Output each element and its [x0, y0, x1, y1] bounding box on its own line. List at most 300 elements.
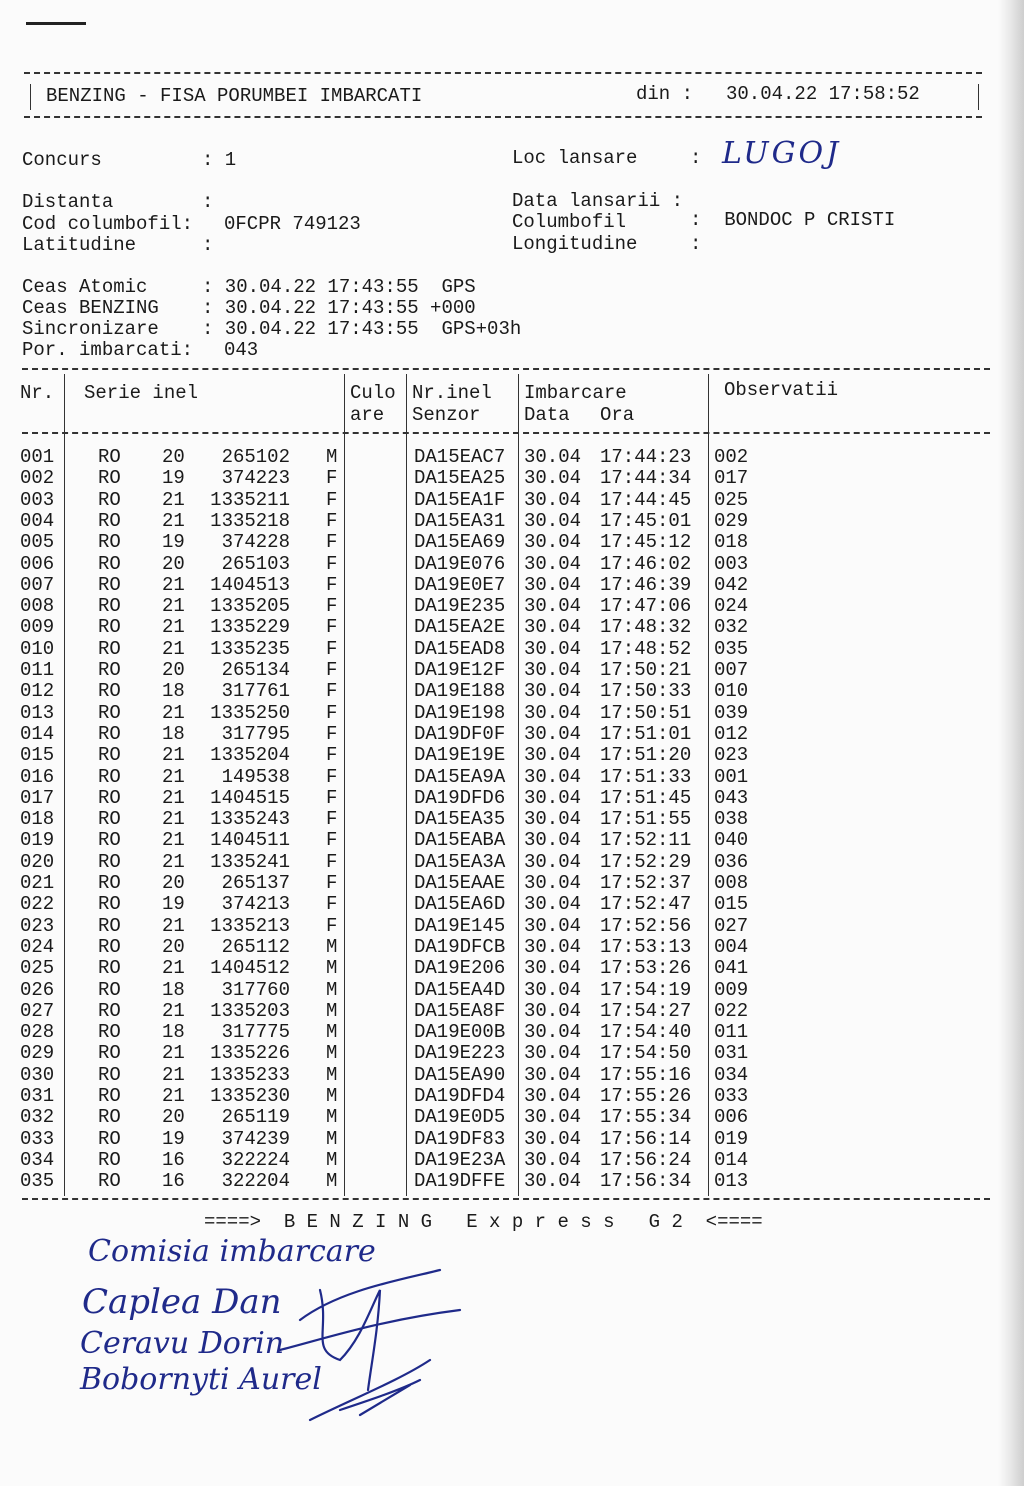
cell-an: 18 [162, 1021, 185, 1044]
cell-tara: RO [98, 509, 121, 532]
cell-senzor: DA15EAD8 [414, 637, 506, 660]
cell-nr: 029 [20, 1042, 55, 1065]
cell-nr: 032 [20, 1106, 55, 1129]
cell-obs: 019 [714, 1127, 749, 1150]
cell-sex: M [326, 999, 338, 1022]
concurs-value: : 1 [202, 149, 237, 171]
distanta-label: Distanta [22, 191, 114, 213]
cell-nr-inel: 265137 [221, 872, 290, 894]
cell-sex: F [326, 914, 338, 937]
cell-an: 20 [162, 446, 185, 468]
cell-ora: 17:51:55 [600, 808, 692, 831]
cell-nr: 008 [20, 595, 55, 618]
cell-obs: 001 [714, 765, 749, 788]
table-row [0, 916, 1024, 937]
cell-nr-inel: 322204 [221, 1170, 290, 1193]
cell-sex: M [326, 1148, 338, 1171]
cell-obs: 040 [714, 829, 749, 852]
cell-sex: F [326, 680, 338, 703]
cell-nr: 022 [20, 893, 55, 916]
cell-ora: 17:52:29 [600, 850, 692, 873]
cell-data: 30.04 [524, 488, 582, 511]
cell-an: 21 [162, 616, 185, 639]
cell-tara: RO [98, 573, 121, 596]
cell-nr: 020 [20, 850, 55, 873]
cell-tara: RO [98, 595, 121, 618]
cell-sex: F [326, 786, 338, 809]
cell-nr: 003 [20, 488, 55, 511]
table-row [0, 681, 1024, 702]
cell-data: 30.04 [524, 1021, 582, 1044]
cell-sex: F [326, 552, 338, 575]
sincronizare-label: Sincronizare [22, 318, 159, 340]
col-header-imbarcare: Imbarcare [524, 382, 627, 404]
cell-senzor: DA15EA4D [414, 978, 506, 1001]
cell-tara: RO [98, 999, 121, 1022]
table-row [0, 873, 1024, 894]
header-title: BENZING - FISA PORUMBEI IMBARCATI [46, 85, 423, 107]
cell-an: 20 [162, 659, 185, 681]
cell-nr-inel: 374213 [221, 893, 290, 916]
cell-data: 30.04 [524, 935, 582, 958]
cell-data: 30.04 [524, 573, 582, 596]
table-row [0, 1129, 1024, 1150]
cell-tara: RO [98, 488, 121, 511]
cell-nr: 028 [20, 1021, 55, 1044]
cell-data: 30.04 [524, 1042, 582, 1065]
cell-nr-inel: 1335230 [210, 1085, 290, 1107]
handwriting-name-2: Ceravu Dorin [80, 1326, 285, 1361]
cell-tara: RO [98, 744, 121, 767]
columbofil-value: : BONDOC P CRISTI [690, 209, 896, 231]
table-row [0, 980, 1024, 1001]
cell-an: 21 [162, 765, 185, 788]
cell-ora: 17:46:39 [600, 573, 692, 596]
cell-data: 30.04 [524, 786, 582, 809]
cell-data: 30.04 [524, 872, 582, 894]
table-row [0, 596, 1024, 617]
cell-senzor: DA19DFD6 [414, 786, 506, 809]
cell-ora: 17:55:16 [600, 1063, 692, 1086]
signature-scribble-icon [260, 1250, 480, 1430]
cell-senzor: DA19E076 [414, 552, 506, 575]
cell-an: 19 [162, 893, 185, 916]
table-row [0, 809, 1024, 830]
cell-obs: 013 [714, 1170, 749, 1193]
cell-ora: 17:54:50 [600, 1042, 692, 1065]
cell-tara: RO [98, 616, 121, 639]
cell-ora: 17:50:51 [600, 701, 692, 724]
cell-data: 30.04 [524, 595, 582, 618]
cell-sex: M [326, 1170, 338, 1193]
cell-an: 21 [162, 509, 185, 532]
cell-sex: F [326, 808, 338, 831]
cell-an: 19 [162, 467, 185, 490]
col-header-nr: Nr. [20, 382, 55, 404]
cell-nr-inel: 1335235 [210, 637, 290, 660]
cell-ora: 17:52:11 [600, 829, 692, 852]
cell-data: 30.04 [524, 531, 582, 554]
cell-ora: 17:54:19 [600, 978, 692, 1001]
cell-obs: 034 [714, 1063, 749, 1086]
cod-columbofil-label: Cod columbofil: [22, 213, 194, 235]
cell-senzor: DA19E00B [414, 1021, 506, 1044]
cell-nr: 023 [20, 914, 55, 937]
cell-an: 21 [162, 957, 185, 980]
cell-senzor: DA15EAC7 [414, 446, 506, 468]
cell-an: 21 [162, 701, 185, 724]
cell-ora: 17:51:45 [600, 786, 692, 809]
cell-nr-inel: 265112 [221, 935, 290, 958]
cell-nr-inel: 1404511 [210, 829, 290, 852]
cell-ora: 17:53:13 [600, 935, 692, 958]
cell-obs: 039 [714, 701, 749, 724]
cell-nr: 026 [20, 978, 55, 1001]
cell-an: 20 [162, 935, 185, 958]
cell-obs: 035 [714, 637, 749, 660]
cell-sex: F [326, 722, 338, 745]
distanta-value: : [202, 191, 214, 213]
table-row [0, 447, 1024, 468]
table-row [0, 1150, 1024, 1171]
table-row [0, 788, 1024, 809]
cell-sex: F [326, 509, 338, 532]
cell-obs: 032 [714, 616, 749, 639]
cell-obs: 008 [714, 872, 749, 894]
cell-data: 30.04 [524, 509, 582, 532]
latitudine-value: : [202, 234, 214, 256]
header-left-border [30, 84, 31, 110]
col-header-obs: Observatii [724, 379, 839, 401]
cell-obs: 017 [714, 467, 749, 490]
cell-ora: 17:50:21 [600, 659, 692, 681]
cell-ora: 17:44:45 [600, 488, 692, 511]
cell-ora: 17:45:01 [600, 509, 692, 532]
loc-lansare-label: Loc lansare [512, 147, 638, 169]
cell-an: 21 [162, 637, 185, 660]
col-header-are: are [350, 404, 385, 426]
cell-obs: 009 [714, 978, 749, 1001]
header-din-label: din : [636, 83, 694, 105]
cell-nr: 012 [20, 680, 55, 703]
cell-tara: RO [98, 850, 121, 873]
cell-tara: RO [98, 808, 121, 831]
cell-nr-inel: 1335218 [210, 509, 290, 532]
cell-senzor: DA19DFD4 [414, 1085, 506, 1107]
cell-an: 19 [162, 531, 185, 554]
cell-nr: 009 [20, 616, 55, 639]
cell-obs: 022 [714, 999, 749, 1022]
table-row [0, 852, 1024, 873]
col-header-data: Data [524, 404, 570, 426]
cell-obs: 031 [714, 1042, 749, 1065]
cell-sex: F [326, 850, 338, 873]
cell-obs: 003 [714, 552, 749, 575]
cell-ora: 17:48:52 [600, 637, 692, 660]
cell-ora: 17:51:20 [600, 744, 692, 767]
cell-senzor: DA19DFFE [414, 1170, 506, 1193]
table-row [0, 511, 1024, 532]
cell-an: 20 [162, 872, 185, 894]
cell-ora: 17:50:33 [600, 680, 692, 703]
cell-tara: RO [98, 829, 121, 852]
cell-sex: M [326, 1106, 338, 1129]
cell-data: 30.04 [524, 957, 582, 980]
top-mark [26, 22, 86, 25]
cell-tara: RO [98, 637, 121, 660]
col-header-culo: Culo [350, 382, 396, 404]
por-imbarcati-value: 043 [224, 339, 259, 361]
cell-sex: M [326, 446, 338, 468]
handwriting-name-1: Caplea Dan [82, 1282, 282, 1322]
cell-an: 21 [162, 1063, 185, 1086]
table-row [0, 894, 1024, 915]
cell-an: 21 [162, 744, 185, 767]
cell-obs: 004 [714, 935, 749, 958]
cell-nr: 025 [20, 957, 55, 980]
cell-an: 21 [162, 914, 185, 937]
table-row [0, 575, 1024, 596]
cell-senzor: DA19DF0F [414, 722, 506, 745]
cell-senzor: DA15EA2E [414, 616, 506, 639]
cell-sex: F [326, 701, 338, 724]
header-bottom-border [24, 116, 982, 118]
table-row [0, 937, 1024, 958]
cell-senzor: DA15EAAE [414, 872, 506, 894]
table-row [0, 639, 1024, 660]
cell-nr-inel: 265102 [221, 446, 290, 468]
cell-obs: 043 [714, 786, 749, 809]
cell-obs: 027 [714, 914, 749, 937]
cell-nr: 006 [20, 552, 55, 575]
table-row [0, 1086, 1024, 1107]
cell-tara: RO [98, 765, 121, 788]
cell-nr-inel: 1335229 [210, 616, 290, 639]
cell-obs: 002 [714, 446, 749, 468]
cell-data: 30.04 [524, 765, 582, 788]
cell-obs: 023 [714, 744, 749, 767]
cell-obs: 006 [714, 1106, 749, 1129]
cell-ora: 17:51:33 [600, 765, 692, 788]
cell-sex: F [326, 829, 338, 852]
cell-data: 30.04 [524, 850, 582, 873]
cell-an: 18 [162, 722, 185, 745]
cell-obs: 018 [714, 531, 749, 554]
cell-nr: 021 [20, 872, 55, 894]
cell-data: 30.04 [524, 680, 582, 703]
cell-an: 18 [162, 680, 185, 703]
cell-sex: F [326, 573, 338, 596]
cell-tara: RO [98, 680, 121, 703]
table-row [0, 745, 1024, 766]
table-row [0, 1022, 1024, 1043]
cell-nr-inel: 265134 [221, 659, 290, 681]
cell-nr-inel: 1335250 [210, 701, 290, 724]
cell-data: 30.04 [524, 446, 582, 468]
cell-senzor: DA19DF83 [414, 1127, 506, 1150]
cell-senzor: DA15EA8F [414, 999, 506, 1022]
ceas-atomic-value: : 30.04.22 17:43:55 GPS [202, 276, 476, 298]
cell-tara: RO [98, 957, 121, 980]
cell-ora: 17:46:02 [600, 552, 692, 575]
cell-data: 30.04 [524, 467, 582, 490]
cell-tara: RO [98, 1148, 121, 1171]
cell-nr: 005 [20, 531, 55, 554]
cell-tara: RO [98, 722, 121, 745]
cell-nr-inel: 1335205 [210, 595, 290, 618]
concurs-label: Concurs [22, 149, 102, 171]
cell-ora: 17:56:24 [600, 1148, 692, 1171]
cell-tara: RO [98, 1021, 121, 1044]
cell-tara: RO [98, 786, 121, 809]
cell-tara: RO [98, 935, 121, 958]
table-row [0, 767, 1024, 788]
cell-senzor: DA15EA9A [414, 765, 506, 788]
cell-sex: M [326, 1085, 338, 1107]
table-row [0, 703, 1024, 724]
cell-ora: 17:54:40 [600, 1021, 692, 1044]
cell-sex: M [326, 1042, 338, 1065]
cell-obs: 029 [714, 509, 749, 532]
cell-nr-inel: 1335213 [210, 914, 290, 937]
cell-tara: RO [98, 1063, 121, 1086]
cell-data: 30.04 [524, 829, 582, 852]
table-row [0, 1171, 1024, 1192]
cell-nr: 034 [20, 1148, 55, 1171]
cell-nr-inel: 1335211 [210, 488, 290, 511]
cell-data: 30.04 [524, 701, 582, 724]
table-row [0, 724, 1024, 745]
table-row [0, 1107, 1024, 1128]
longitudine-value: : [690, 233, 702, 255]
cell-nr-inel: 1404515 [210, 786, 290, 809]
cell-senzor: DA15EA6D [414, 893, 506, 916]
ceas-benzing-value: : 30.04.22 17:43:55 +000 [202, 297, 476, 319]
cell-nr-inel: 317775 [221, 1021, 290, 1044]
cell-ora: 17:55:34 [600, 1106, 692, 1129]
cell-obs: 042 [714, 573, 749, 596]
cell-an: 16 [162, 1148, 185, 1171]
cell-obs: 025 [714, 488, 749, 511]
cell-nr: 013 [20, 701, 55, 724]
cell-sex: F [326, 467, 338, 490]
cell-tara: RO [98, 467, 121, 490]
cell-nr: 019 [20, 829, 55, 852]
cell-tara: RO [98, 1085, 121, 1107]
cell-data: 30.04 [524, 637, 582, 660]
col-header-serie: Serie inel [84, 382, 199, 404]
table-row [0, 660, 1024, 681]
cell-ora: 17:44:34 [600, 467, 692, 490]
cell-tara: RO [98, 893, 121, 916]
cell-senzor: DA15EA1F [414, 488, 506, 511]
cell-nr-inel: 149538 [221, 765, 290, 788]
cell-ora: 17:44:23 [600, 446, 692, 468]
cell-sex: F [326, 872, 338, 894]
cell-nr-inel: 317761 [221, 680, 290, 703]
cell-senzor: DA15EA31 [414, 509, 506, 532]
longitudine-label: Longitudine [512, 233, 638, 255]
cell-senzor: DA15EA25 [414, 467, 506, 490]
cell-ora: 17:52:56 [600, 914, 692, 937]
cell-senzor: DA19E223 [414, 1042, 506, 1065]
cell-obs: 011 [714, 1021, 749, 1044]
table-header-bottom-border [22, 432, 990, 434]
cell-ora: 17:48:32 [600, 616, 692, 639]
cell-sex: F [326, 893, 338, 916]
cell-obs: 038 [714, 808, 749, 831]
header-din-value: 30.04.22 17:58:52 [726, 83, 920, 105]
cell-senzor: DA19E23A [414, 1148, 506, 1171]
por-imbarcati-label: Por. imbarcati: [22, 339, 194, 361]
cell-data: 30.04 [524, 1170, 582, 1193]
cell-senzor: DA19E188 [414, 680, 506, 703]
cell-data: 30.04 [524, 808, 582, 831]
cell-obs: 036 [714, 850, 749, 873]
handwriting-comisia: Comisia imbarcare [88, 1234, 376, 1269]
cell-senzor: DA19E235 [414, 595, 506, 618]
cell-nr: 015 [20, 744, 55, 767]
cell-senzor: DA15EA3A [414, 850, 506, 873]
cell-sex: M [326, 1127, 338, 1150]
cell-nr-inel: 1404512 [210, 957, 290, 980]
cell-data: 30.04 [524, 1085, 582, 1107]
ceas-atomic-label: Ceas Atomic [22, 276, 148, 298]
cell-senzor: DA15EA35 [414, 808, 506, 831]
cell-nr-inel: 374239 [221, 1127, 290, 1150]
cell-sex: F [326, 637, 338, 660]
table-row [0, 1001, 1024, 1022]
cell-nr: 018 [20, 808, 55, 831]
cell-data: 30.04 [524, 914, 582, 937]
cell-an: 21 [162, 488, 185, 511]
cell-an: 21 [162, 850, 185, 873]
cell-an: 21 [162, 595, 185, 618]
cell-tara: RO [98, 446, 121, 468]
cell-an: 18 [162, 978, 185, 1001]
cell-tara: RO [98, 1106, 121, 1129]
cell-nr-inel: 1335241 [210, 850, 290, 873]
col-header-senzor: Senzor [412, 404, 481, 426]
cell-sex: F [326, 488, 338, 511]
cell-ora: 17:52:47 [600, 893, 692, 916]
cell-obs: 024 [714, 595, 749, 618]
cell-ora: 17:55:26 [600, 1085, 692, 1107]
cell-senzor: DA19E198 [414, 701, 506, 724]
cell-senzor: DA15EABA [414, 829, 506, 852]
cell-tara: RO [98, 1127, 121, 1150]
cell-tara: RO [98, 531, 121, 554]
cell-sex: F [326, 595, 338, 618]
cell-nr: 007 [20, 573, 55, 596]
cell-senzor: DA19E12F [414, 659, 506, 681]
cell-nr-inel: 265119 [221, 1106, 290, 1129]
cell-senzor: DA15EA69 [414, 531, 506, 554]
sincronizare-value: : 30.04.22 17:43:55 GPS+03h [202, 318, 522, 340]
table-row [0, 490, 1024, 511]
cell-data: 30.04 [524, 999, 582, 1022]
cell-nr-inel: 374228 [221, 531, 290, 554]
cell-nr-inel: 1335226 [210, 1042, 290, 1065]
cell-nr: 002 [20, 467, 55, 490]
cell-sex: F [326, 616, 338, 639]
table-row [0, 830, 1024, 851]
cell-data: 30.04 [524, 978, 582, 1001]
cell-sex: M [326, 978, 338, 1001]
cell-sex: M [326, 935, 338, 958]
cell-ora: 17:47:06 [600, 595, 692, 618]
cell-an: 16 [162, 1170, 185, 1193]
